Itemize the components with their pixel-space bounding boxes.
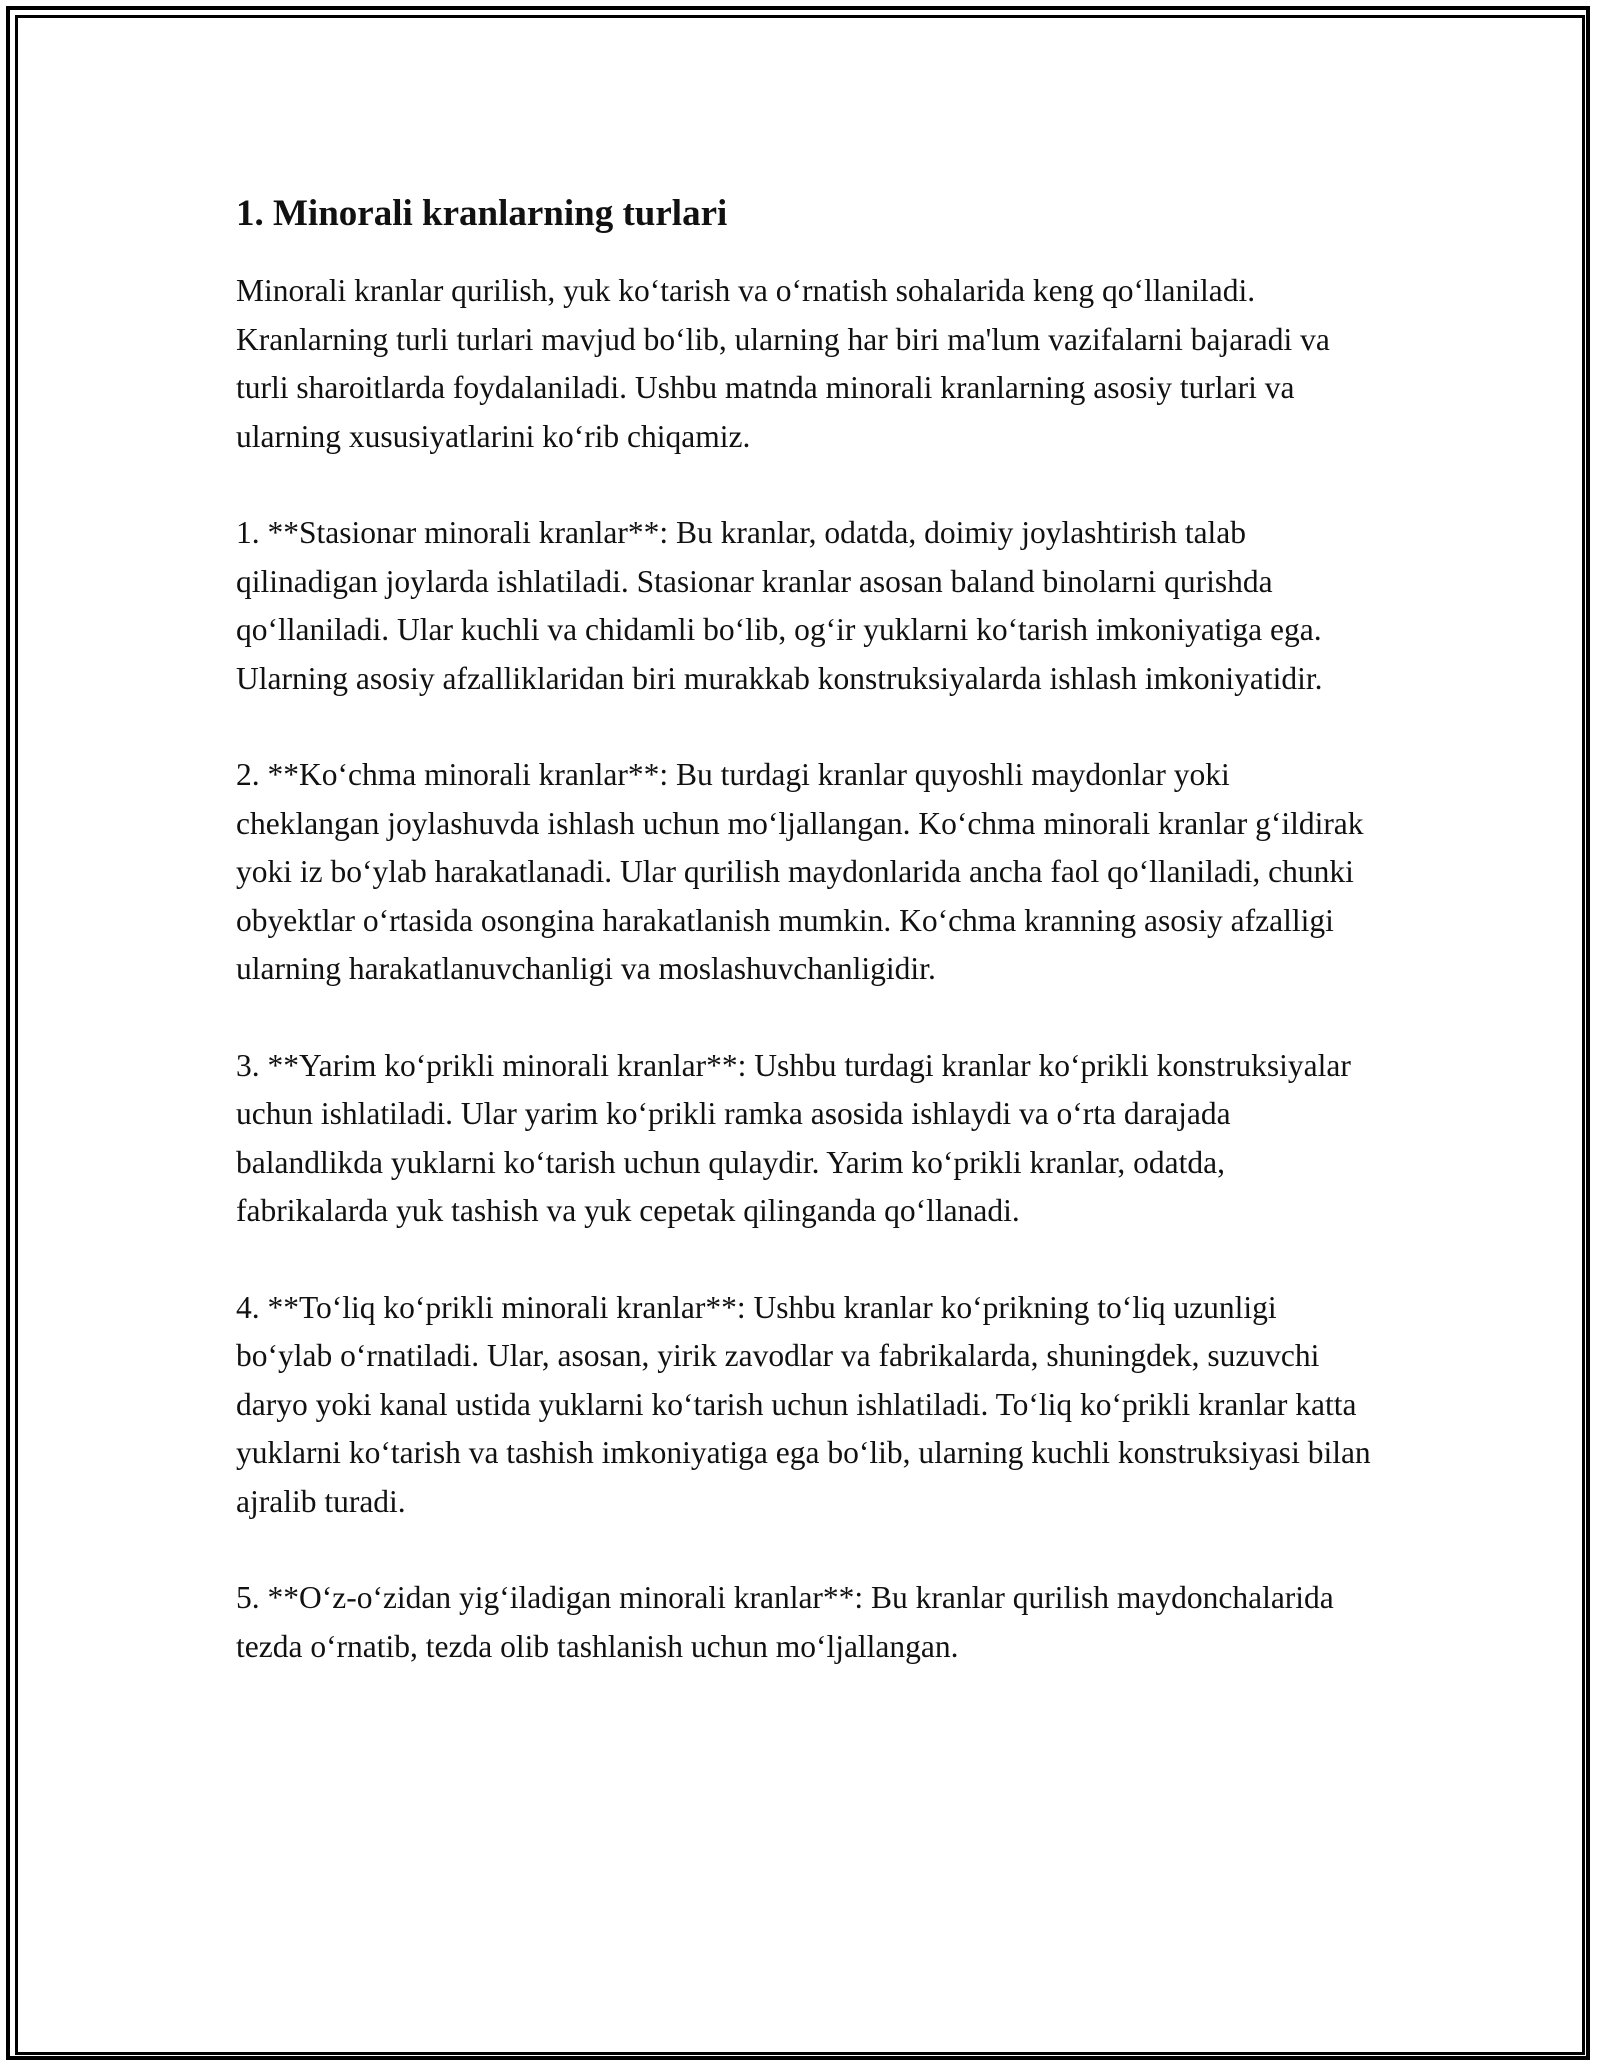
document-body bbox=[236, 186, 1376, 1719]
paragraph-self-erecting-cranes: 5. **Oʻz-oʻzidan yigʻiladigan minorali kranlar**: Bu kranlar qurilish maydonchalarida tezda oʻrnatib, tezda olib tashlanish uchun moʻljallangan. bbox=[236, 1580, 1334, 1664]
intro-paragraph: Minorali kranlar qurilish, yuk koʻtarish va oʻrnatish sohalarida keng qoʻllaniladi. Kranlarning turli turlari mavjud boʻlib, ularning har biri ma'lum vazifalarni bajaradi va turli sharoitlarda foydalaniladi. Ushbu matnda minorali kranlarning asosiy turlari va ularning xususiyatlarini koʻrib chiqamiz. bbox=[236, 273, 1330, 454]
paragraph-full-bridge-cranes: 4. **Toʻliq koʻprikli minorali kranlar**: Ushbu kranlar koʻprikning toʻliq uzunligi boʻylab oʻrnatiladi. Ular, asosan, yirik zavodlar va fabrikalarda, shuningdek, suzuvchi daryo yoki kanal ustida yuklarni koʻtarish uchun ishlatiladi. Toʻliq koʻprikli kranlar katta yuklarni koʻtarish va tashish imkoniyatiga ega boʻlib, ularning kuchli konstruksiyasi bilan ajralib turadi. bbox=[236, 1289, 1371, 1519]
paragraph-stationary-cranes: 1. **Stasionar minorali kranlar**: Bu kranlar, odatda, doimiy joylashtirish talab qilinadigan joylarda ishlatiladi. Stasionar kranlar asosan baland binolarni qurishda qoʻllaniladi. Ular kuchli va chidamli boʻlib, ogʻir yuklarni koʻtarish imkoniyatiga ega. Ularning asosiy afzalliklaridan biri murakkab konstruksiyalarda ishlash imkoniyatidir. bbox=[236, 515, 1323, 696]
paragraph-semi-bridge-cranes: 3. **Yarim koʻprikli minorali kranlar**: Ushbu turdagi kranlar koʻprikli konstruksiyalar uchun ishlatiladi. Ular yarim koʻprikli ramka asosida ishlaydi va oʻrta darajada balandlikda yuklarni koʻtarish uchun qulaydir. Yarim koʻprikli kranlar, odatda, fabrikalarda yuk tashish va yuk cepetak qilinganda qoʻllanadi. bbox=[236, 1047, 1351, 1228]
paragraph-mobile-cranes: 2. **Koʻchma minorali kranlar**: Bu turdagi kranlar quyoshli maydonlar yoki cheklangan joylashuvda ishlash uchun moʻljallangan. Koʻchma minorali kranlar gʻildirak yoki iz boʻylab harakatlanadi. Ular qurilish maydonlarida ancha faol qoʻllaniladi, chunki obyektlar oʻrtasida osongina harakatlanish mumkin. Koʻchma kranning asosiy afzalligi ularning harakatlanuvchanligi va moslashuvchanligidir. bbox=[236, 757, 1364, 986]
section-heading: 1. Minorali kranlarning turlari bbox=[236, 193, 728, 234]
